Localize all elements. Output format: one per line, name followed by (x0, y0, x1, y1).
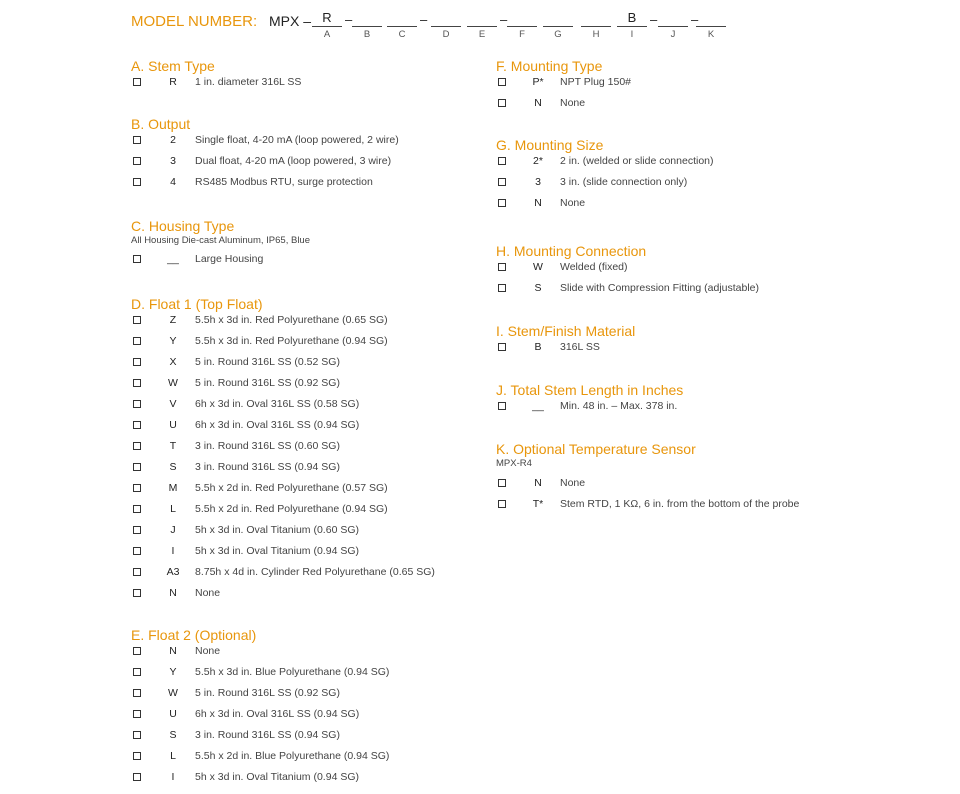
option-code: I (171, 545, 175, 557)
option-row (496, 175, 930, 196)
model-separator: – (650, 12, 658, 27)
model-field-letter-a: A (323, 29, 331, 40)
model-field-letter-f: F (519, 29, 525, 40)
option-description: 5h x 3d in. Oval Titanium (0.94 SG) (195, 771, 359, 783)
option-checkbox[interactable] (133, 568, 141, 576)
option-row (131, 418, 471, 439)
option-checkbox[interactable] (133, 421, 141, 429)
section-title: G. Mounting Size (496, 137, 604, 153)
option-row (131, 586, 471, 607)
option-code: A3 (166, 566, 180, 578)
option-checkbox[interactable] (133, 136, 141, 144)
option-row (496, 476, 930, 497)
option-checkbox[interactable] (498, 199, 506, 207)
option-description: 5.5h x 3d in. Red Polyurethane (0.94 SG) (195, 335, 388, 347)
option-description: None (195, 645, 221, 657)
option-checkbox[interactable] (133, 710, 141, 718)
option-row (131, 665, 471, 686)
option-description: 5.5h x 3d in. Blue Polyurethane (0.94 SG) (195, 666, 390, 678)
section-note: All Housing Die-cast Aluminum, IP65, Blue (131, 235, 310, 246)
option-code: W (533, 261, 543, 273)
section-title: A. Stem Type (131, 58, 215, 74)
option-code: L (170, 750, 176, 762)
option-row (131, 376, 471, 397)
option-code: N (169, 645, 177, 657)
section-title: K. Optional Temperature Sensor (496, 441, 696, 457)
model-field-c[interactable] (387, 10, 417, 27)
option-code: N (534, 197, 542, 209)
option-row (496, 196, 930, 217)
model-field-h[interactable] (581, 10, 611, 27)
option-checkbox[interactable] (498, 78, 506, 86)
section-title: C. Housing Type (131, 218, 235, 234)
option-code: P* (532, 76, 544, 88)
option-row (131, 749, 471, 770)
option-checkbox[interactable] (133, 337, 141, 345)
model-field-b[interactable] (352, 10, 382, 27)
option-row (131, 397, 471, 418)
option-description: Single float, 4-20 mA (loop powered, 2 wire) (195, 134, 399, 146)
option-description: Large Housing (195, 253, 264, 265)
option-checkbox[interactable] (133, 505, 141, 513)
option-description: 5h x 3d in. Oval Titanium (0.94 SG) (195, 545, 359, 557)
model-field-k[interactable] (696, 10, 726, 27)
section-optional-temperature-sensor (496, 440, 930, 518)
model-field-letter-h: H (592, 29, 600, 40)
option-code: N (169, 587, 177, 599)
model-field-i[interactable]: B (617, 10, 647, 27)
option-description: 2 in. (welded or slide connection) (560, 155, 714, 167)
option-description: RS485 Modbus RTU, surge protection (195, 176, 373, 188)
option-checkbox[interactable] (498, 157, 506, 165)
model-separator: – (420, 12, 428, 27)
option-code: N (534, 477, 542, 489)
option-checkbox[interactable] (498, 263, 506, 271)
option-row (131, 175, 471, 196)
option-checkbox[interactable] (133, 484, 141, 492)
option-checkbox[interactable] (133, 316, 141, 324)
option-checkbox[interactable] (498, 479, 506, 487)
model-field-letter-b: B (363, 29, 371, 40)
option-code: T (169, 440, 177, 452)
section-float-1-top-float (131, 295, 471, 607)
section-float-2-optional (131, 626, 471, 791)
option-row (496, 154, 930, 175)
option-checkbox[interactable] (133, 689, 141, 697)
section-title: H. Mounting Connection (496, 243, 647, 259)
option-code: S (169, 729, 177, 741)
option-row (131, 439, 471, 460)
option-description: None (560, 97, 586, 109)
option-description: 8.75h x 4d in. Cylinder Red Polyurethane (0.65 SG) (195, 566, 435, 578)
option-row (131, 707, 471, 728)
model-field-e[interactable] (467, 10, 497, 27)
option-description: 5 in. Round 316L SS (0.92 SG) (195, 687, 340, 699)
option-row (496, 340, 930, 361)
option-checkbox[interactable] (498, 99, 506, 107)
model-number-prefix: MPX – (269, 13, 312, 29)
model-field-letter-c: C (398, 29, 406, 40)
option-checkbox[interactable] (133, 463, 141, 471)
section-total-stem-length-in-inches (496, 381, 930, 420)
option-checkbox[interactable] (133, 255, 141, 263)
model-separator: – (691, 12, 699, 27)
option-row (496, 96, 930, 117)
option-description: Dual float, 4-20 mA (loop powered, 3 wire) (195, 155, 392, 167)
option-code: 4 (170, 176, 176, 188)
section-note: MPX-R4 (496, 458, 532, 469)
option-row (131, 565, 471, 586)
option-description: None (560, 197, 586, 209)
section-stem-finish-material (496, 322, 930, 361)
option-checkbox[interactable] (133, 547, 141, 555)
option-code: 3 (535, 176, 541, 188)
option-code: X (169, 356, 177, 368)
section-mounting-size (496, 136, 930, 217)
model-number-row (131, 10, 751, 44)
option-checkbox[interactable] (133, 400, 141, 408)
model-field-g[interactable] (543, 10, 573, 27)
option-description: 6h x 3d in. Oval 316L SS (0.94 SG) (195, 419, 360, 431)
option-row (131, 728, 471, 749)
option-checkbox[interactable] (133, 589, 141, 597)
model-field-d[interactable] (431, 10, 461, 27)
option-code: 2* (533, 155, 543, 167)
option-checkbox[interactable] (133, 647, 141, 655)
option-description: 1 in. diameter 316L SS (195, 76, 302, 88)
option-code: B (534, 341, 542, 353)
option-row (131, 313, 471, 334)
option-row (496, 399, 930, 420)
option-checkbox[interactable] (498, 343, 506, 351)
section-title: E. Float 2 (Optional) (131, 627, 257, 643)
option-checkbox[interactable] (133, 157, 141, 165)
option-code: W (168, 687, 178, 699)
option-description: Slide with Compression Fitting (adjustable) (560, 282, 760, 294)
option-row (131, 355, 471, 376)
option-checkbox[interactable] (133, 358, 141, 366)
option-checkbox[interactable] (133, 442, 141, 450)
option-row (496, 75, 930, 96)
option-code: S (169, 461, 177, 473)
option-description: 5.5h x 2d in. Blue Polyurethane (0.94 SG) (195, 750, 390, 762)
model-field-f[interactable] (507, 10, 537, 27)
option-row (131, 252, 471, 273)
model-field-letter-d: D (442, 29, 450, 40)
option-row (131, 770, 471, 791)
section-title: I. Stem/Finish Material (496, 323, 636, 339)
option-description: 5 in. Round 316L SS (0.52 SG) (195, 356, 340, 368)
option-checkbox[interactable] (133, 379, 141, 387)
option-description: 6h x 3d in. Oval 316L SS (0.94 SG) (195, 708, 360, 720)
option-row (131, 544, 471, 565)
option-row (131, 481, 471, 502)
option-description: 3 in. Round 316L SS (0.94 SG) (195, 729, 340, 741)
option-checkbox[interactable] (133, 752, 141, 760)
option-row (131, 460, 471, 481)
option-code: U (169, 708, 177, 720)
option-row (131, 75, 471, 96)
option-code: __ (532, 400, 544, 412)
model-field-letter-g: G (554, 29, 562, 40)
option-code: I (171, 771, 175, 783)
option-code: M (168, 482, 178, 494)
option-code: W (168, 377, 178, 389)
option-row (131, 686, 471, 707)
section-stem-type (131, 57, 471, 96)
option-checkbox[interactable] (133, 178, 141, 186)
option-row (131, 133, 471, 154)
option-description: 5.5h x 2d in. Red Polyurethane (0.94 SG) (195, 503, 388, 515)
option-row (496, 260, 930, 281)
option-code: 3 (170, 155, 176, 167)
model-field-letter-e: E (478, 29, 486, 40)
option-row (131, 154, 471, 175)
model-field-letter-k: K (707, 29, 715, 40)
option-row (496, 497, 930, 518)
option-row (496, 281, 930, 302)
model-field-a[interactable]: R (312, 10, 342, 27)
section-mounting-connection (496, 242, 930, 302)
option-description: 5 in. Round 316L SS (0.92 SG) (195, 377, 340, 389)
option-description: 6h x 3d in. Oval 316L SS (0.58 SG) (195, 398, 360, 410)
section-mounting-type (496, 57, 930, 117)
option-code: L (170, 503, 176, 515)
model-separator: – (500, 12, 508, 27)
option-description: None (560, 477, 586, 489)
option-row (131, 523, 471, 544)
option-description: NPT Plug 150# (560, 76, 632, 88)
option-code: R (169, 76, 177, 88)
option-description: Stem RTD, 1 KΩ, 6 in. from the bottom of the probe (560, 498, 800, 510)
option-code: T* (532, 498, 544, 510)
option-description: 3 in. Round 316L SS (0.60 SG) (195, 440, 340, 452)
option-code: J (170, 524, 176, 536)
option-description: 5h x 3d in. Oval Titanium (0.60 SG) (195, 524, 359, 536)
option-code: Y (169, 666, 177, 678)
option-description: 3 in. Round 316L SS (0.94 SG) (195, 461, 340, 473)
option-description: None (195, 587, 221, 599)
option-row (131, 334, 471, 355)
option-description: 5.5h x 2d in. Red Polyurethane (0.57 SG) (195, 482, 388, 494)
option-checkbox[interactable] (133, 668, 141, 676)
option-checkbox[interactable] (498, 284, 506, 292)
option-description: Welded (fixed) (560, 261, 628, 273)
option-description: 316L SS (560, 341, 600, 353)
option-code: __ (167, 253, 179, 265)
option-code: U (169, 419, 177, 431)
section-title: D. Float 1 (Top Float) (131, 296, 263, 312)
option-code: N (534, 97, 542, 109)
option-code: V (169, 398, 177, 410)
model-number-label: MODEL NUMBER: (131, 13, 258, 30)
option-checkbox[interactable] (133, 526, 141, 534)
option-row (131, 644, 471, 665)
section-title: B. Output (131, 116, 191, 132)
model-field-j[interactable] (658, 10, 688, 27)
option-checkbox[interactable] (498, 402, 506, 410)
option-description: 5.5h x 3d in. Red Polyurethane (0.65 SG) (195, 314, 388, 326)
option-description: 3 in. (slide connection only) (560, 176, 688, 188)
option-checkbox[interactable] (498, 500, 506, 508)
option-checkbox[interactable] (133, 78, 141, 86)
option-row (131, 502, 471, 523)
option-code: Y (169, 335, 177, 347)
section-title: J. Total Stem Length in Inches (496, 382, 684, 398)
option-code: 2 (170, 134, 176, 146)
option-checkbox[interactable] (498, 178, 506, 186)
model-separator: – (345, 12, 353, 27)
section-title: F. Mounting Type (496, 58, 603, 74)
section-output (131, 115, 471, 196)
model-field-letter-i: I (630, 29, 634, 40)
section-housing-type (131, 217, 471, 273)
option-code: S (534, 282, 542, 294)
model-field-letter-j: J (670, 29, 676, 40)
option-checkbox[interactable] (133, 731, 141, 739)
option-description: Min. 48 in. – Max. 378 in. (560, 400, 678, 412)
option-checkbox[interactable] (133, 773, 141, 781)
option-code: Z (169, 314, 177, 326)
